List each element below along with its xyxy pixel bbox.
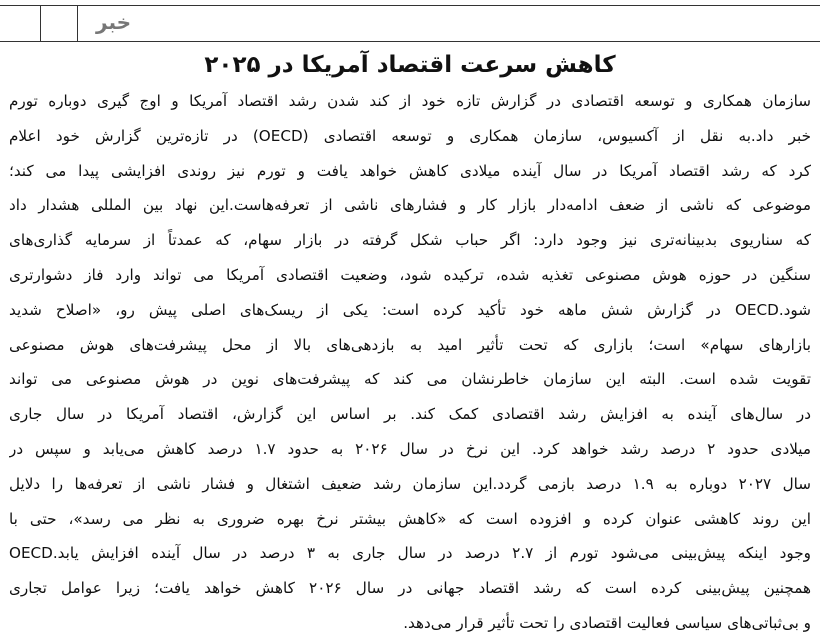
article-title: کاهش سرعت اقتصاد آمریکا در ۲۰۲۵ [204,52,616,78]
article-line: بازارهای سهام» است؛ بازاری که تحت تأثیر امید به بازدهی‌های بالا از محل پیشرفت‌های هوش مصنوعی [9,335,811,354]
article-line: شود.OECD در گزارش شش ماهه خود تأکید کرده است: یکی از ریسک‌های اصلی پیش رو، «اصلاح شدید [9,300,811,319]
section-header [0,5,820,42]
article-line: کرد که رشد اقتصاد آمریکا در سال آینده میلادی کاهش خواهد یافت و تورم نیز روندی افزایشی پیدا می کند؛ [9,161,811,180]
article-line: موضوعی که ناشی از ضعف ادامه‌دار بازار کار و فشارهای ناشی از تعرفه‌هاست.این نهاد بین المللی هشدار داد [9,196,811,215]
article-line: در سال‌های آینده به افزایش رشد اقتصادی کمک کند. بر اساس این گزارش، اقتصاد آمریکا در سال جاری [9,405,811,424]
article-line: خبر داد.به نقل از آکسیوس، سازمان همکاری و توسعه اقتصادی (OECD) در تازه‌ترین گزارش خود اعلام [9,126,811,145]
header-divider [40,6,41,41]
article-line: سنگین در حوزه هوش مصنوعی تغذیه شده، ترکیده شود، وضعیت اقتصادی آمریکا می تواند وارد فاز دشوارتری [9,265,811,284]
article-line: سال ۲۰۲۷ دوباره به ۱.۹ درصد بازمی گردد.این سازمان رشد ضعیف اشتغال و فشار ناشی از تعرفه‌ها را دلایل [9,474,811,493]
article-line: میلادی حدود ۲ درصد رشد خواهد کرد. این نرخ در سال ۲۰۲۶ به حدود ۱.۷ درصد کاهش می‌یابد و سپس در [9,439,811,458]
article-line: سازمان همکاری و توسعه اقتصادی در گزارش تازه خود از کند شدن رشد اقتصاد آمریکا و اوج گیری دوباره تورم [9,92,811,110]
article-line: تقویت شده است. البته این سازمان خاطرنشان می کند که پیشرفت‌های نوین در هوش مصنوعی می تواند [9,370,811,389]
article-line: وجود اینکه پیش‌بینی می‌شود تورم از ۲.۷ درصد در سال جاری به ۳ درصد در سال آینده افزایش یابد.OECD [9,544,811,563]
header-divider [77,6,78,41]
section-label: خبر [96,10,132,34]
article-line: این روند کاهشی عنوان کرده و افزوده است که «کاهش بیشتر نرخ بهره ضروری به نظر می رسد»، حتی با [9,509,811,528]
article-line: که سناریوی بدبینانه‌تری نیز وجود دارد: اگر حباب شکل گرفته در بازار سهام، که عمدتاً از سرمایه گذاری‌های [9,231,811,250]
article-body [9,84,811,641]
article-line: و بی‌ثباتی‌های سیاسی فعالیت اقتصادی را تحت تأثیر قرار می‌دهد. [403,613,811,632]
article-line: همچنین پیش‌بینی کرده است که رشد اقتصاد جهانی در سال ۲۰۲۶ کاهش خواهد یافت؛ زیرا عوامل تجاری [9,579,811,598]
